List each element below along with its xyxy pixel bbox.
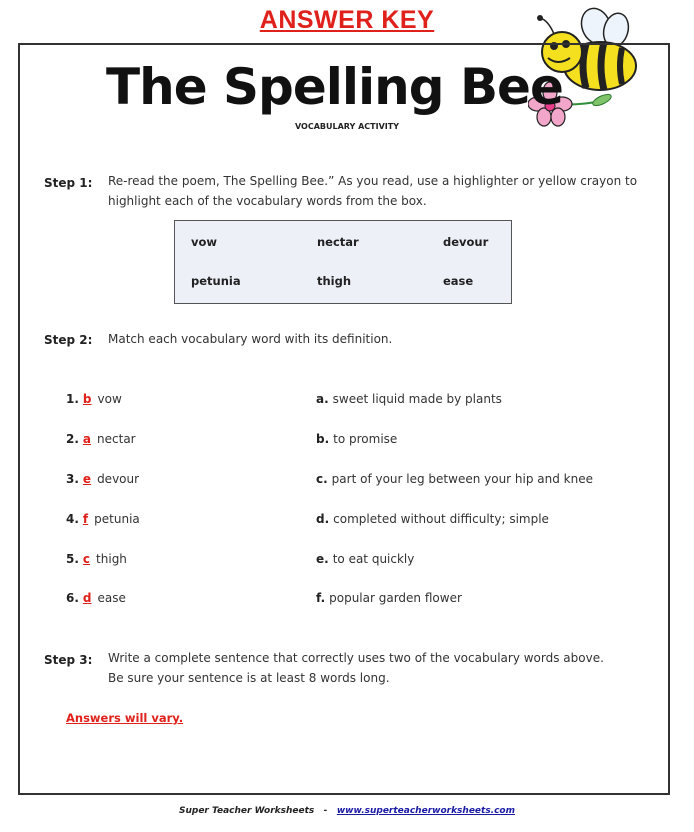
step-2-instructions: Match each vocabulary word with its definition. (108, 332, 393, 346)
match-row (66, 392, 122, 406)
match-answer: d (82, 591, 92, 605)
worksheet-title: The Spelling Bee (106, 58, 563, 116)
definition-text: part of your leg between your hip and knee (331, 472, 594, 486)
vocab-word: devour (443, 235, 489, 249)
definition-row (316, 472, 593, 486)
definition-letter: e. (316, 552, 329, 566)
match-number: 4. (66, 512, 79, 526)
definition-letter: a. (316, 392, 329, 406)
definition-row (316, 432, 397, 446)
definition-row (316, 552, 414, 566)
vocab-word: vow (191, 235, 218, 249)
step-1-label: Step 1: (44, 176, 93, 190)
definition-text: sweet liquid made by plants (332, 392, 502, 406)
match-number: 3. (66, 472, 79, 486)
vocabulary-box (174, 220, 512, 304)
step-3-label: Step 3: (44, 653, 93, 667)
worksheet-subtitle: VOCABULARY ACTIVITY (294, 122, 399, 131)
match-word: ease (97, 591, 126, 605)
footer-url-link[interactable]: www.superteacherworksheets.com (336, 806, 515, 816)
vocab-word: nectar (317, 235, 359, 249)
answer-key-heading: ANSWER KEY (259, 6, 435, 34)
match-word: thigh (96, 552, 127, 566)
footer-publisher: Super Teacher Worksheets (179, 806, 315, 816)
vocab-word: ease (443, 274, 474, 288)
footer-separator: - (323, 806, 328, 816)
match-number: 2. (66, 432, 79, 446)
definition-letter: d. (316, 512, 330, 526)
match-number: 5. (66, 552, 79, 566)
match-number: 6. (66, 591, 79, 605)
definition-letter: c. (316, 472, 328, 486)
step-3-answer: Answers will vary. (66, 711, 184, 725)
match-word: vow (97, 392, 122, 406)
definition-text: completed without difficulty; simple (333, 512, 549, 526)
definition-text: to promise (333, 432, 398, 446)
step-1-line-2: highlight each of the vocabulary words from the box. (108, 194, 427, 208)
match-answer: c (82, 552, 91, 566)
definition-letter: b. (316, 432, 330, 446)
definition-text: to eat quickly (332, 552, 415, 566)
match-word: petunia (94, 512, 140, 526)
match-row (66, 432, 136, 446)
definition-letter: f. (316, 591, 326, 605)
definition-row (316, 512, 549, 526)
match-row (66, 591, 126, 605)
match-answer: a (82, 432, 92, 446)
step-3-line-1: Write a complete sentence that correctly uses two of the vocabulary words above. (108, 651, 604, 665)
definition-row (316, 392, 502, 406)
step-1-line-1: Re-read the poem, The Spelling Bee.” As you read, use a highlighter or yellow crayon to (108, 174, 638, 188)
match-row (66, 552, 127, 566)
match-number: 1. (66, 392, 79, 406)
step-3-line-2: Be sure your sentence is at least 8 words long. (108, 671, 390, 685)
match-answer: b (82, 392, 92, 406)
match-row (66, 512, 140, 526)
step-2-label: Step 2: (44, 333, 93, 347)
match-answer: e (82, 472, 92, 486)
step-3-instructions (108, 648, 604, 688)
footer (0, 806, 694, 816)
definition-row (316, 591, 462, 605)
step-1-instructions (108, 171, 637, 211)
vocab-word: petunia (191, 274, 241, 288)
vocab-word: thigh (317, 274, 352, 288)
match-answer: f (82, 512, 89, 526)
match-word: nectar (97, 432, 136, 446)
definition-text: popular garden flower (329, 591, 462, 605)
match-row (66, 472, 139, 486)
match-word: devour (97, 472, 140, 486)
